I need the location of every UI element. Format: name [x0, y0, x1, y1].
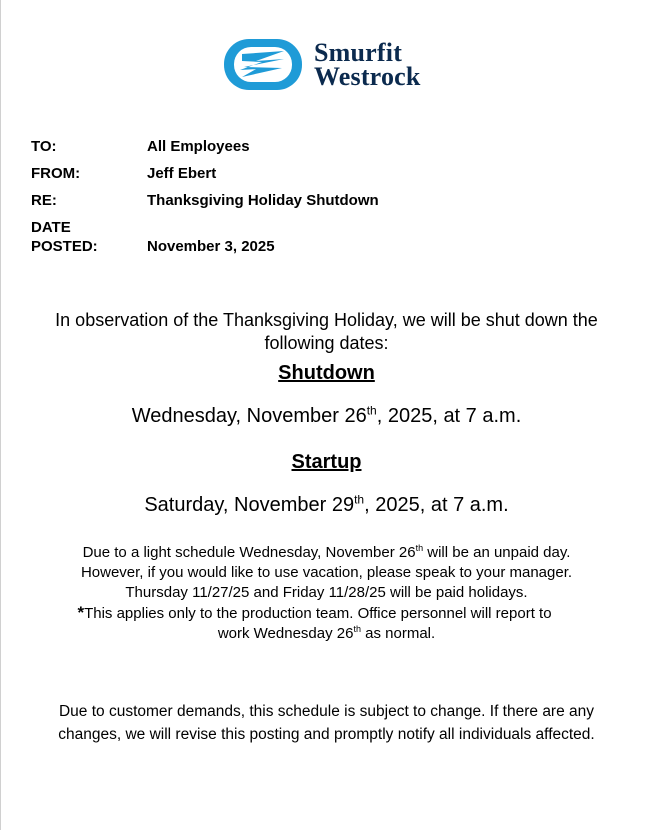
shutdown-heading-row [0, 362, 653, 385]
startup-date-rest: , 2025, at 7 a.m. [364, 494, 509, 516]
note-5-text: work Wednesday 26 [217, 625, 354, 642]
shutdown-date-text: Wednesday, November 26 [131, 405, 367, 427]
note-5-rest: as normal. [360, 625, 436, 642]
note-line-1 [0, 543, 653, 563]
date-label [31, 218, 141, 256]
startup-heading: Startup [291, 451, 362, 473]
footer-paragraph [0, 700, 653, 746]
from-label: FROM: [31, 165, 81, 182]
to-value: All Employees [147, 138, 250, 155]
shutdown-heading: Shutdown [278, 362, 375, 384]
company-logo [222, 37, 421, 92]
note-1-suffix: th [415, 543, 424, 553]
footer-line-2: changes, we will revise this posting and promptly notify all individuals affected. [58, 726, 595, 743]
logo-wordmark [314, 37, 421, 91]
note-line-4 [0, 603, 653, 624]
shutdown-date [0, 405, 653, 428]
intro-line-1: In observation of the Thanksgiving Holiday, we will be shut down the [55, 310, 598, 330]
shutdown-date-rest: , 2025, at 7 a.m. [376, 405, 522, 427]
note-1-text: Due to a light schedule Wednesday, November 26 [82, 544, 416, 561]
to-label: TO: [31, 138, 57, 155]
re-label: RE: [31, 192, 57, 209]
logo-line-1: Smurfit [314, 37, 403, 67]
startup-heading-row [0, 451, 653, 474]
date-label-line-1: DATE [31, 219, 71, 236]
startup-date-text: Saturday, November 29 [144, 494, 355, 516]
logo-line-2: Westrock [314, 61, 421, 91]
intro-paragraph [0, 309, 653, 355]
schedule-notes [0, 543, 653, 644]
note-1-rest: will be an unpaid day. [423, 544, 571, 561]
shutdown-date-suffix: th [366, 403, 377, 418]
smurfit-westrock-logo-icon [222, 37, 304, 92]
re-value: Thanksgiving Holiday Shutdown [147, 192, 379, 209]
date-posted-value: November 3, 2025 [147, 238, 275, 255]
footer-line-1: Due to customer demands, this schedule is subject to change. If there are any [58, 703, 595, 720]
note-line-2: However, if you would like to use vacation, please speak to your manager. [80, 564, 573, 581]
from-value: Jeff Ebert [147, 165, 217, 182]
note-line-3: Thursday 11/27/25 and Friday 11/28/25 will be paid holidays. [125, 584, 528, 601]
date-label-line-2: POSTED: [31, 238, 98, 255]
startup-date [0, 494, 653, 517]
note-line-5 [0, 624, 653, 644]
note-4-text: This applies only to the production team. Office personnel will report to [84, 605, 552, 622]
note-5-suffix: th [353, 624, 361, 634]
intro-line-2: following dates: [264, 333, 389, 353]
startup-date-suffix: th [354, 492, 365, 507]
asterisk: * [77, 603, 85, 622]
